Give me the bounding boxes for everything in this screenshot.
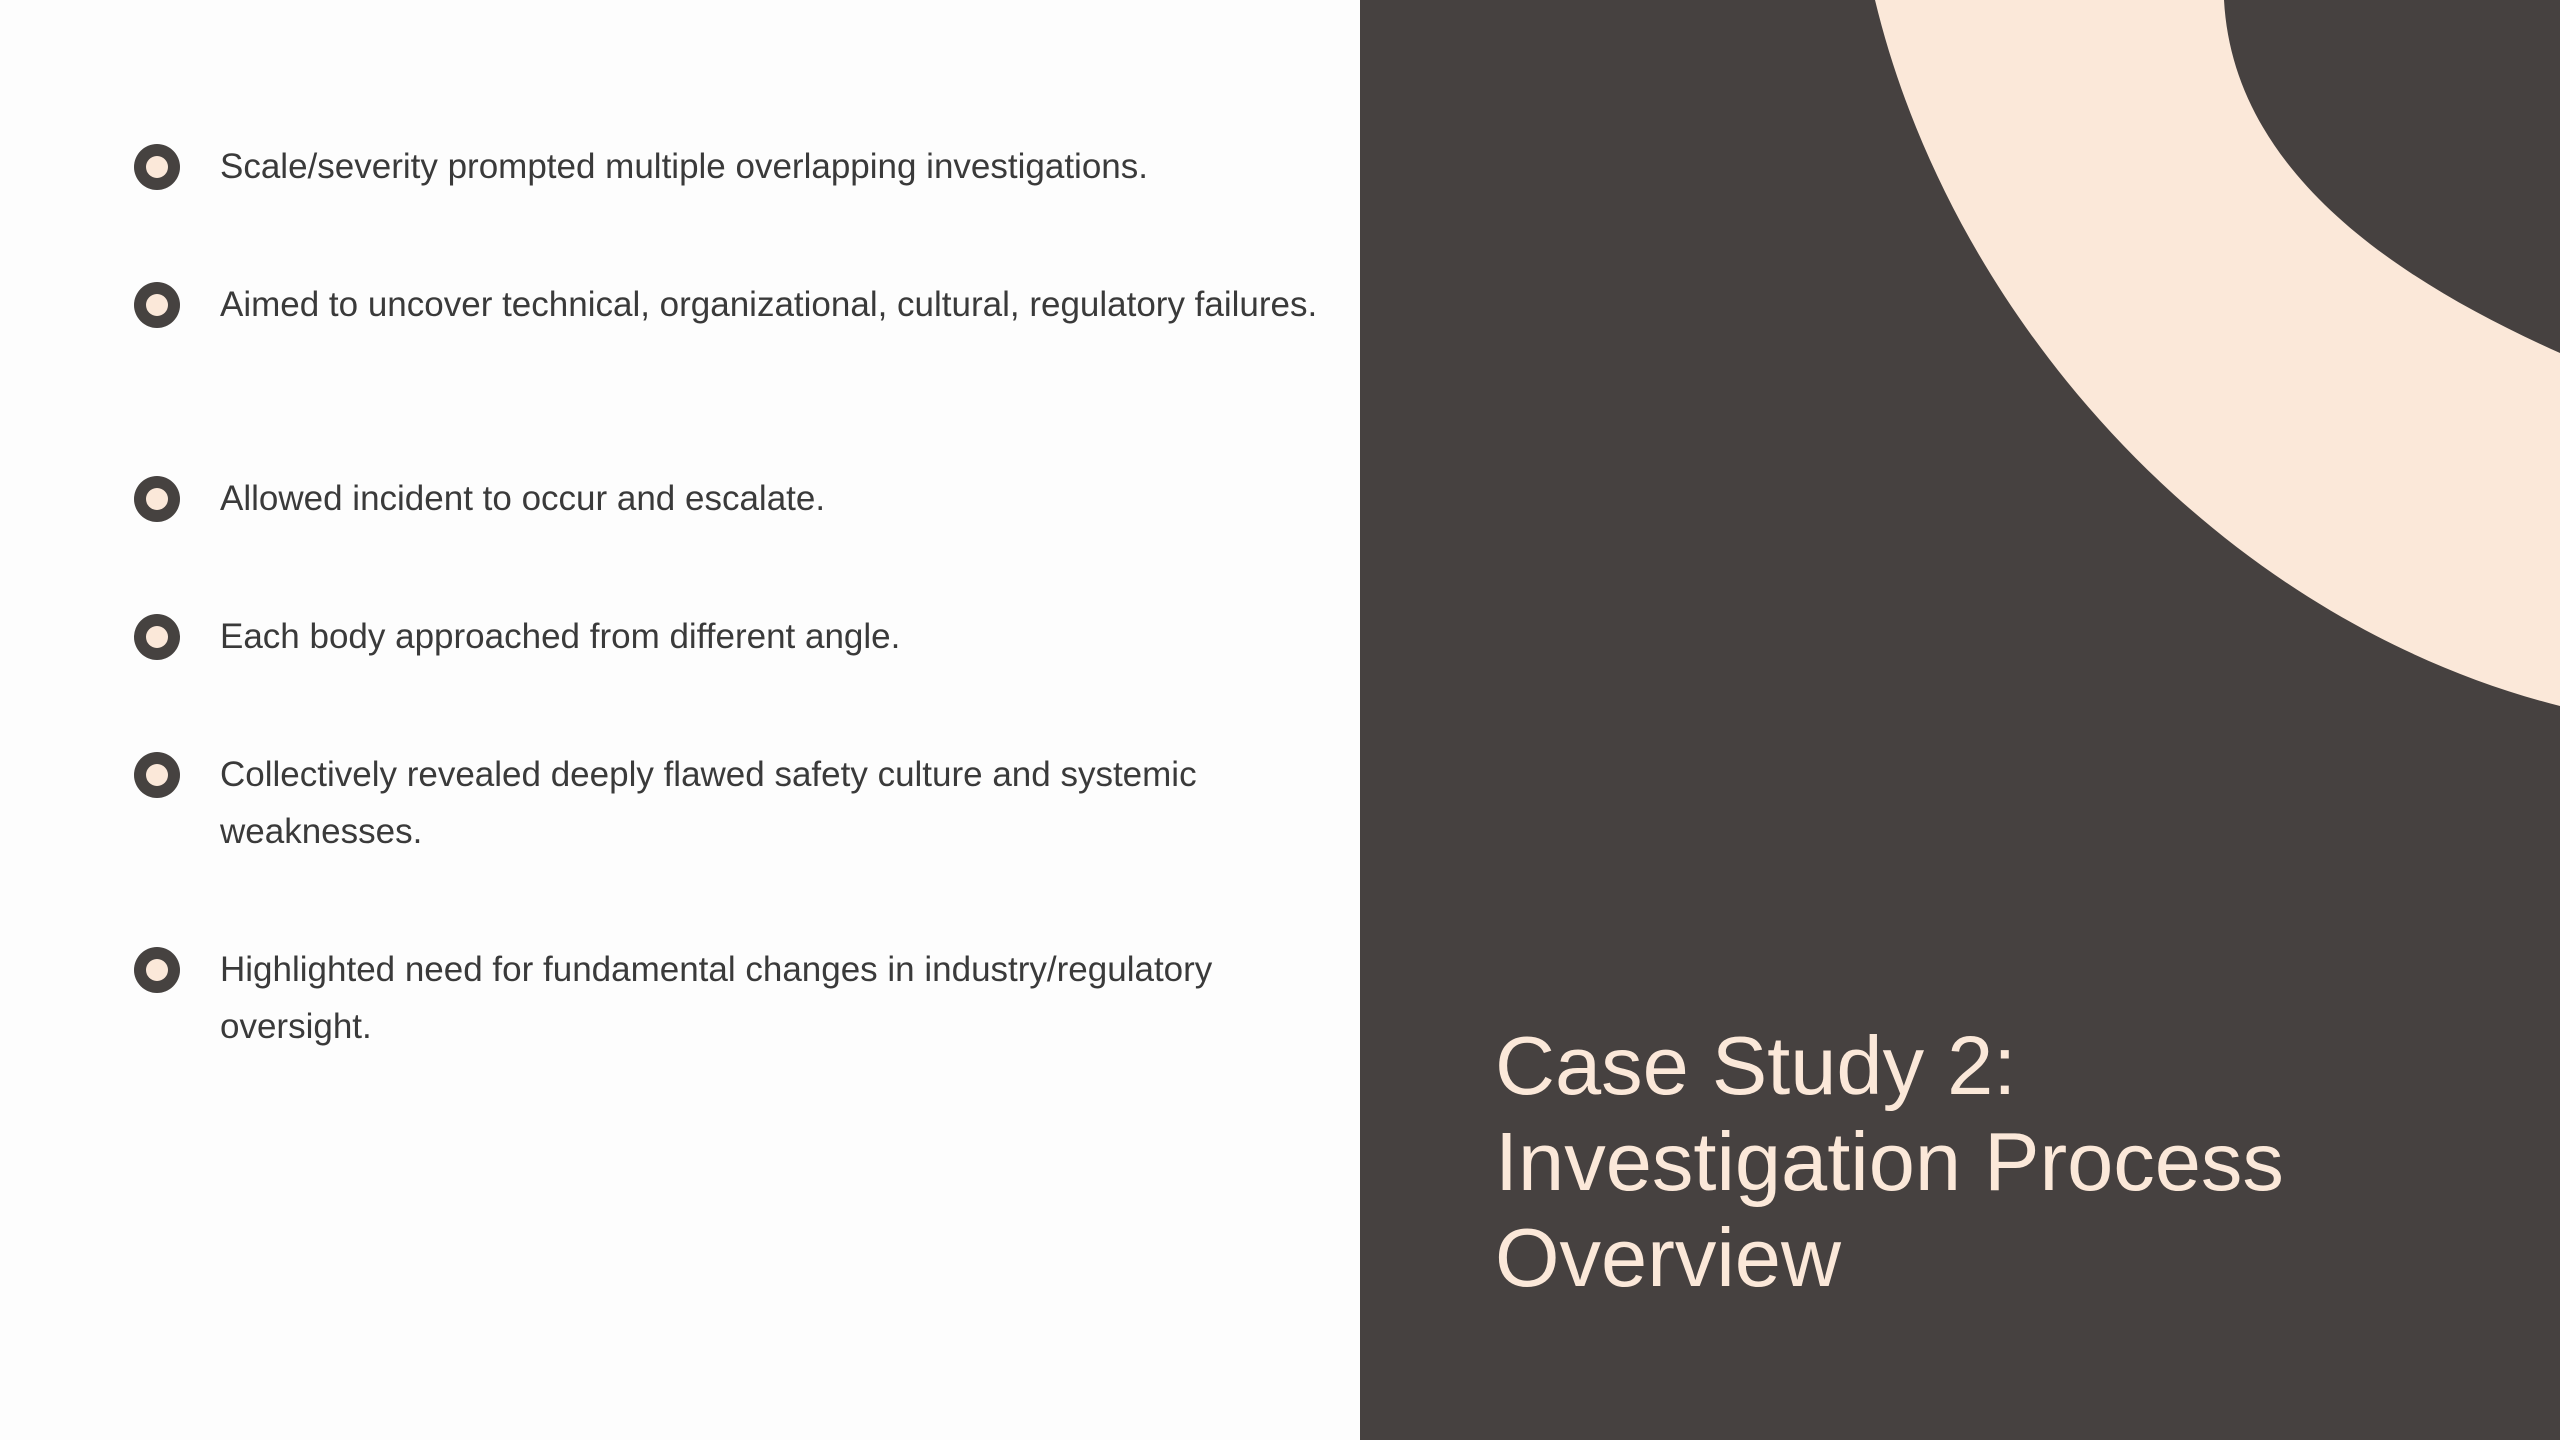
- decorative-arc-shape: [1875, 0, 2560, 706]
- bullet-text: Collectively revealed deeply flawed safety culture and systemic weaknesses.: [220, 755, 1197, 851]
- bullet-text: Scale/severity prompted multiple overlapping investigations.: [220, 147, 1148, 186]
- bullet-circle-icon: [134, 144, 180, 190]
- title-panel: [1360, 0, 2560, 1440]
- bullet-circle-icon: [134, 614, 180, 660]
- bullet-circle-icon: [134, 752, 180, 798]
- bullet-text: Highlighted need for fundamental changes in industry/regulatory oversight.: [220, 950, 1213, 1046]
- bullet-text: Allowed incident to occur and escalate.: [220, 479, 826, 518]
- bullet-text: Aimed to uncover technical, organizational, cultural, regulatory failures.: [220, 285, 1318, 324]
- bullet-text: Each body approached from different angle.: [220, 617, 901, 656]
- slide-title: Case Study 2: Investigation Process Overview: [1495, 1019, 2284, 1304]
- bullet-circle-icon: [134, 282, 180, 328]
- bullet-circle-icon: [134, 476, 180, 522]
- bullet-circle-icon: [134, 947, 180, 993]
